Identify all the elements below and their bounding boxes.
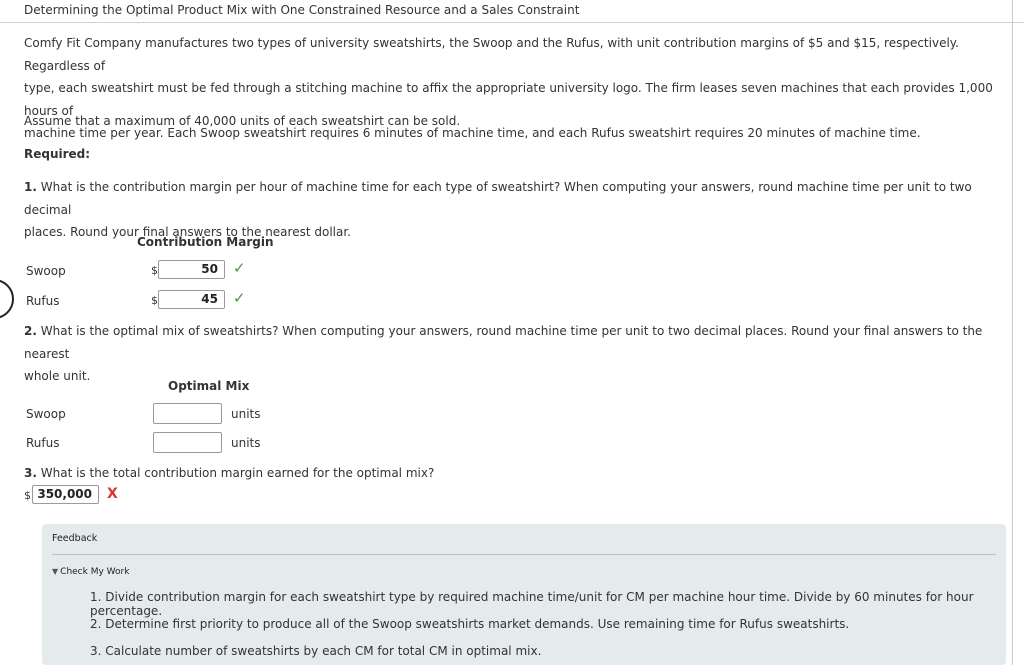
swoop-cm-input[interactable]: 50 (158, 260, 225, 279)
rufus-mix-units: units (231, 436, 261, 450)
swoop-cm-correct-icon: ✓ (233, 259, 246, 277)
rufus-mix-input[interactable] (153, 432, 222, 453)
question-3-text: What is the total contribution margin earned for the optimal mix? (40, 466, 435, 480)
feedback-panel (42, 524, 1006, 665)
right-border (1012, 0, 1013, 665)
rufus-cm-label: Rufus (26, 294, 60, 308)
problem-line-1: Comfy Fit Company manufactures two types of university sweatshirts, the Swoop and the Rufus, with unit contribution margins of $5 and $15, respectively. Regardless of (24, 36, 959, 73)
problem-line-2: type, each sweatshirt must be fed through a stitching machine to affix the appropriate university logo. The firm leases seven machines that each provides 1,000 hours of (24, 81, 993, 118)
question-2 (24, 320, 1004, 388)
required-heading: Required: (24, 147, 91, 161)
rufus-cm-correct-icon: ✓ (233, 289, 246, 307)
question-2-number: 2. (24, 324, 37, 338)
rufus-mix-label: Rufus (26, 436, 60, 450)
swoop-cm-currency: $ (151, 264, 158, 277)
question-2-line-2: whole unit. (24, 369, 91, 383)
question-3-number: 3. (24, 466, 37, 480)
question-1 (24, 176, 1004, 244)
question-1-line-1: What is the contribution margin per hour of machine time for each type of sweatshirt? When computing your answers, round machine time per unit to two decimal (24, 180, 972, 217)
feedback-divider (52, 554, 996, 555)
feedback-item-1: 1. Divide contribution margin for each sweatshirt type by required machine time/unit for CM per machine hour time. Divide by 60 minutes for hour percentage. (90, 590, 974, 618)
title-bar (0, 0, 1024, 23)
swoop-mix-units: units (231, 407, 261, 421)
total-cm-currency: $ (24, 489, 31, 502)
optimal-mix-header: Optimal Mix (168, 379, 250, 393)
feedback-item-3: 3. Calculate number of sweatshirts by each CM for total CM in optimal mix. (90, 644, 542, 658)
assumption-text: Assume that a maximum of 40,000 units of each sweatshirt can be sold. (24, 114, 461, 128)
question-3 (24, 462, 1004, 485)
question-1-number: 1. (24, 180, 37, 194)
feedback-title: Feedback (52, 533, 98, 544)
side-navigation-ring[interactable] (0, 279, 14, 319)
contribution-margin-header: Contribution Margin (137, 235, 274, 249)
swoop-mix-input[interactable] (153, 403, 222, 424)
rufus-cm-currency: $ (151, 294, 158, 307)
rufus-cm-input[interactable]: 45 (158, 290, 225, 309)
question-1-line-2: places. Round your final answers to the nearest dollar. (24, 225, 351, 239)
swoop-cm-label: Swoop (26, 264, 66, 278)
triangle-down-icon: ▼ (52, 567, 59, 576)
swoop-mix-label: Swoop (26, 407, 66, 421)
page-title: Determining the Optimal Product Mix with One Constrained Resource and a Sales Constraint (24, 3, 580, 17)
check-my-work-toggle[interactable] (52, 567, 129, 577)
check-my-work-label: Check My Work (60, 567, 130, 577)
feedback-item-2: 2. Determine first priority to produce all of the Swoop sweatshirts market demands. Use remaining time for Rufus sweatshirts. (90, 617, 850, 631)
total-cm-incorrect-icon: X (107, 486, 118, 502)
question-2-line-1: What is the optimal mix of sweatshirts? When computing your answers, round machine time per unit to two decimal places. Round your final answers to the nearest (24, 324, 983, 361)
problem-line-3: machine time per year. Each Swoop sweatshirt requires 6 minutes of machine time, and each Rufus sweatshirt requires 20 minutes of machine time. (24, 126, 921, 140)
total-cm-input[interactable]: 350,000 (32, 485, 99, 504)
